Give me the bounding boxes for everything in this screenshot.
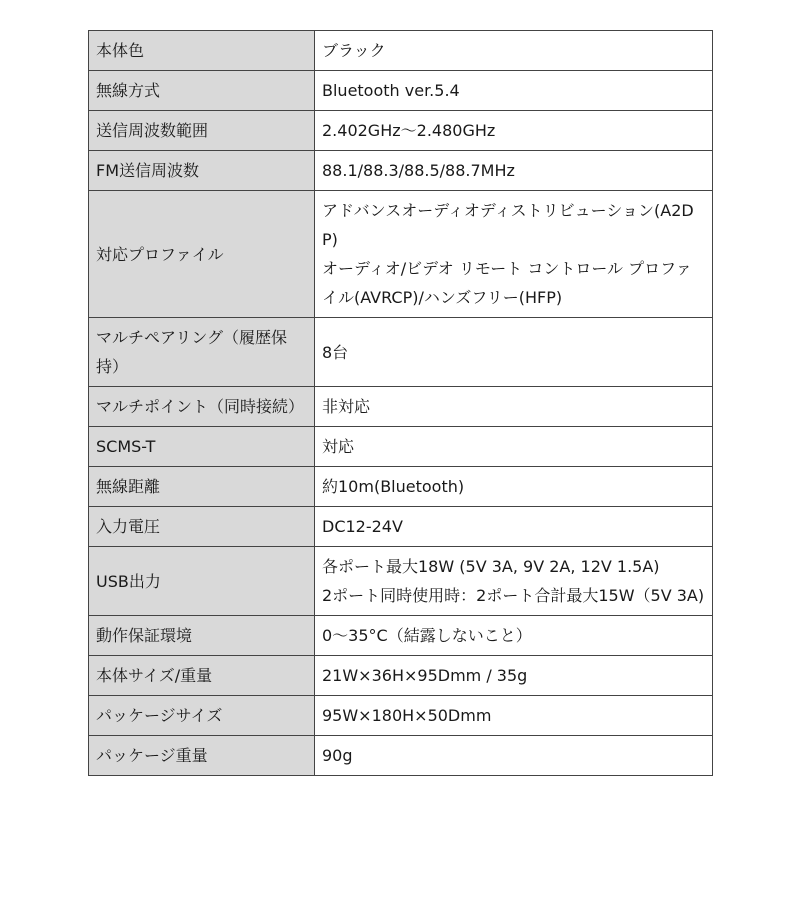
table-row (89, 191, 713, 318)
spec-table (88, 30, 713, 776)
spec-value-line: ブラック (322, 41, 386, 60)
spec-label: 送信周波数範囲 (89, 111, 315, 151)
spec-label: FM送信周波数 (89, 151, 315, 191)
spec-label: パッケージ重量 (89, 736, 315, 776)
spec-value-line: 90g (322, 746, 353, 765)
spec-value (315, 427, 713, 467)
spec-value (315, 151, 713, 191)
spec-label: マルチポイント（同時接続） (89, 387, 315, 427)
spec-label: 対応プロファイル (89, 191, 315, 318)
spec-label: 本体色 (89, 31, 315, 71)
table-row (89, 616, 713, 656)
spec-label: パッケージサイズ (89, 696, 315, 736)
spec-value (315, 616, 713, 656)
spec-value (315, 318, 713, 387)
spec-label: 無線距離 (89, 467, 315, 507)
spec-value (315, 507, 713, 547)
table-row (89, 318, 713, 387)
spec-value-line: DC12-24V (322, 517, 403, 536)
spec-value-line: 各ポート最大18W (5V 3A, 9V 2A, 12V 1.5A) (322, 557, 660, 576)
spec-value (315, 656, 713, 696)
table-row (89, 467, 713, 507)
spec-value-line: 対応 (322, 437, 355, 456)
spec-value (315, 111, 713, 151)
spec-value (315, 31, 713, 71)
table-row (89, 656, 713, 696)
spec-value-line: 88.1/88.3/88.5/88.7MHz (322, 161, 515, 180)
spec-value-line: 0〜35°C（結露しないこと） (322, 626, 532, 645)
spec-value-line: 2.402GHz〜2.480GHz (322, 121, 496, 140)
table-row (89, 696, 713, 736)
spec-value-line: オーディオ/ビデオ リモート コントロール プロファイル(AVRCP)/ハンズフリー(HFP) (322, 259, 692, 307)
table-row (89, 507, 713, 547)
spec-value (315, 71, 713, 111)
table-row (89, 31, 713, 71)
spec-label: 入力電圧 (89, 507, 315, 547)
spec-value-line: Bluetooth ver.5.4 (322, 81, 460, 100)
spec-label: SCMS-T (89, 427, 315, 467)
spec-value-line: 21W×36H×95Dmm / 35g (322, 666, 528, 685)
table-row (89, 111, 713, 151)
spec-value (315, 191, 713, 318)
spec-value-line: 約10m(Bluetooth) (322, 477, 465, 496)
spec-value-line: 8台 (322, 342, 349, 362)
spec-label: USB出力 (89, 547, 315, 616)
spec-value (315, 387, 713, 427)
spec-value (315, 467, 713, 507)
spec-value-line: 95W×180H×50Dmm (322, 706, 492, 725)
spec-label: 本体サイズ/重量 (89, 656, 315, 696)
table-row (89, 736, 713, 776)
spec-value-line: 非対応 (322, 397, 371, 416)
spec-value-line: 2ポート同時使用時：2ポート合計最大15W（5V 3A) (322, 586, 705, 605)
spec-value (315, 696, 713, 736)
spec-label: 動作保証環境 (89, 616, 315, 656)
spec-value (315, 547, 713, 616)
table-row (89, 547, 713, 616)
table-row (89, 71, 713, 111)
table-row (89, 387, 713, 427)
table-row (89, 427, 713, 467)
spec-label: 無線方式 (89, 71, 315, 111)
table-row (89, 151, 713, 191)
spec-value-line: アドバンスオーディオディストリビューション(A2DP) (322, 201, 694, 249)
spec-value (315, 736, 713, 776)
spec-label: マルチペアリング（履歴保持） (89, 318, 315, 387)
